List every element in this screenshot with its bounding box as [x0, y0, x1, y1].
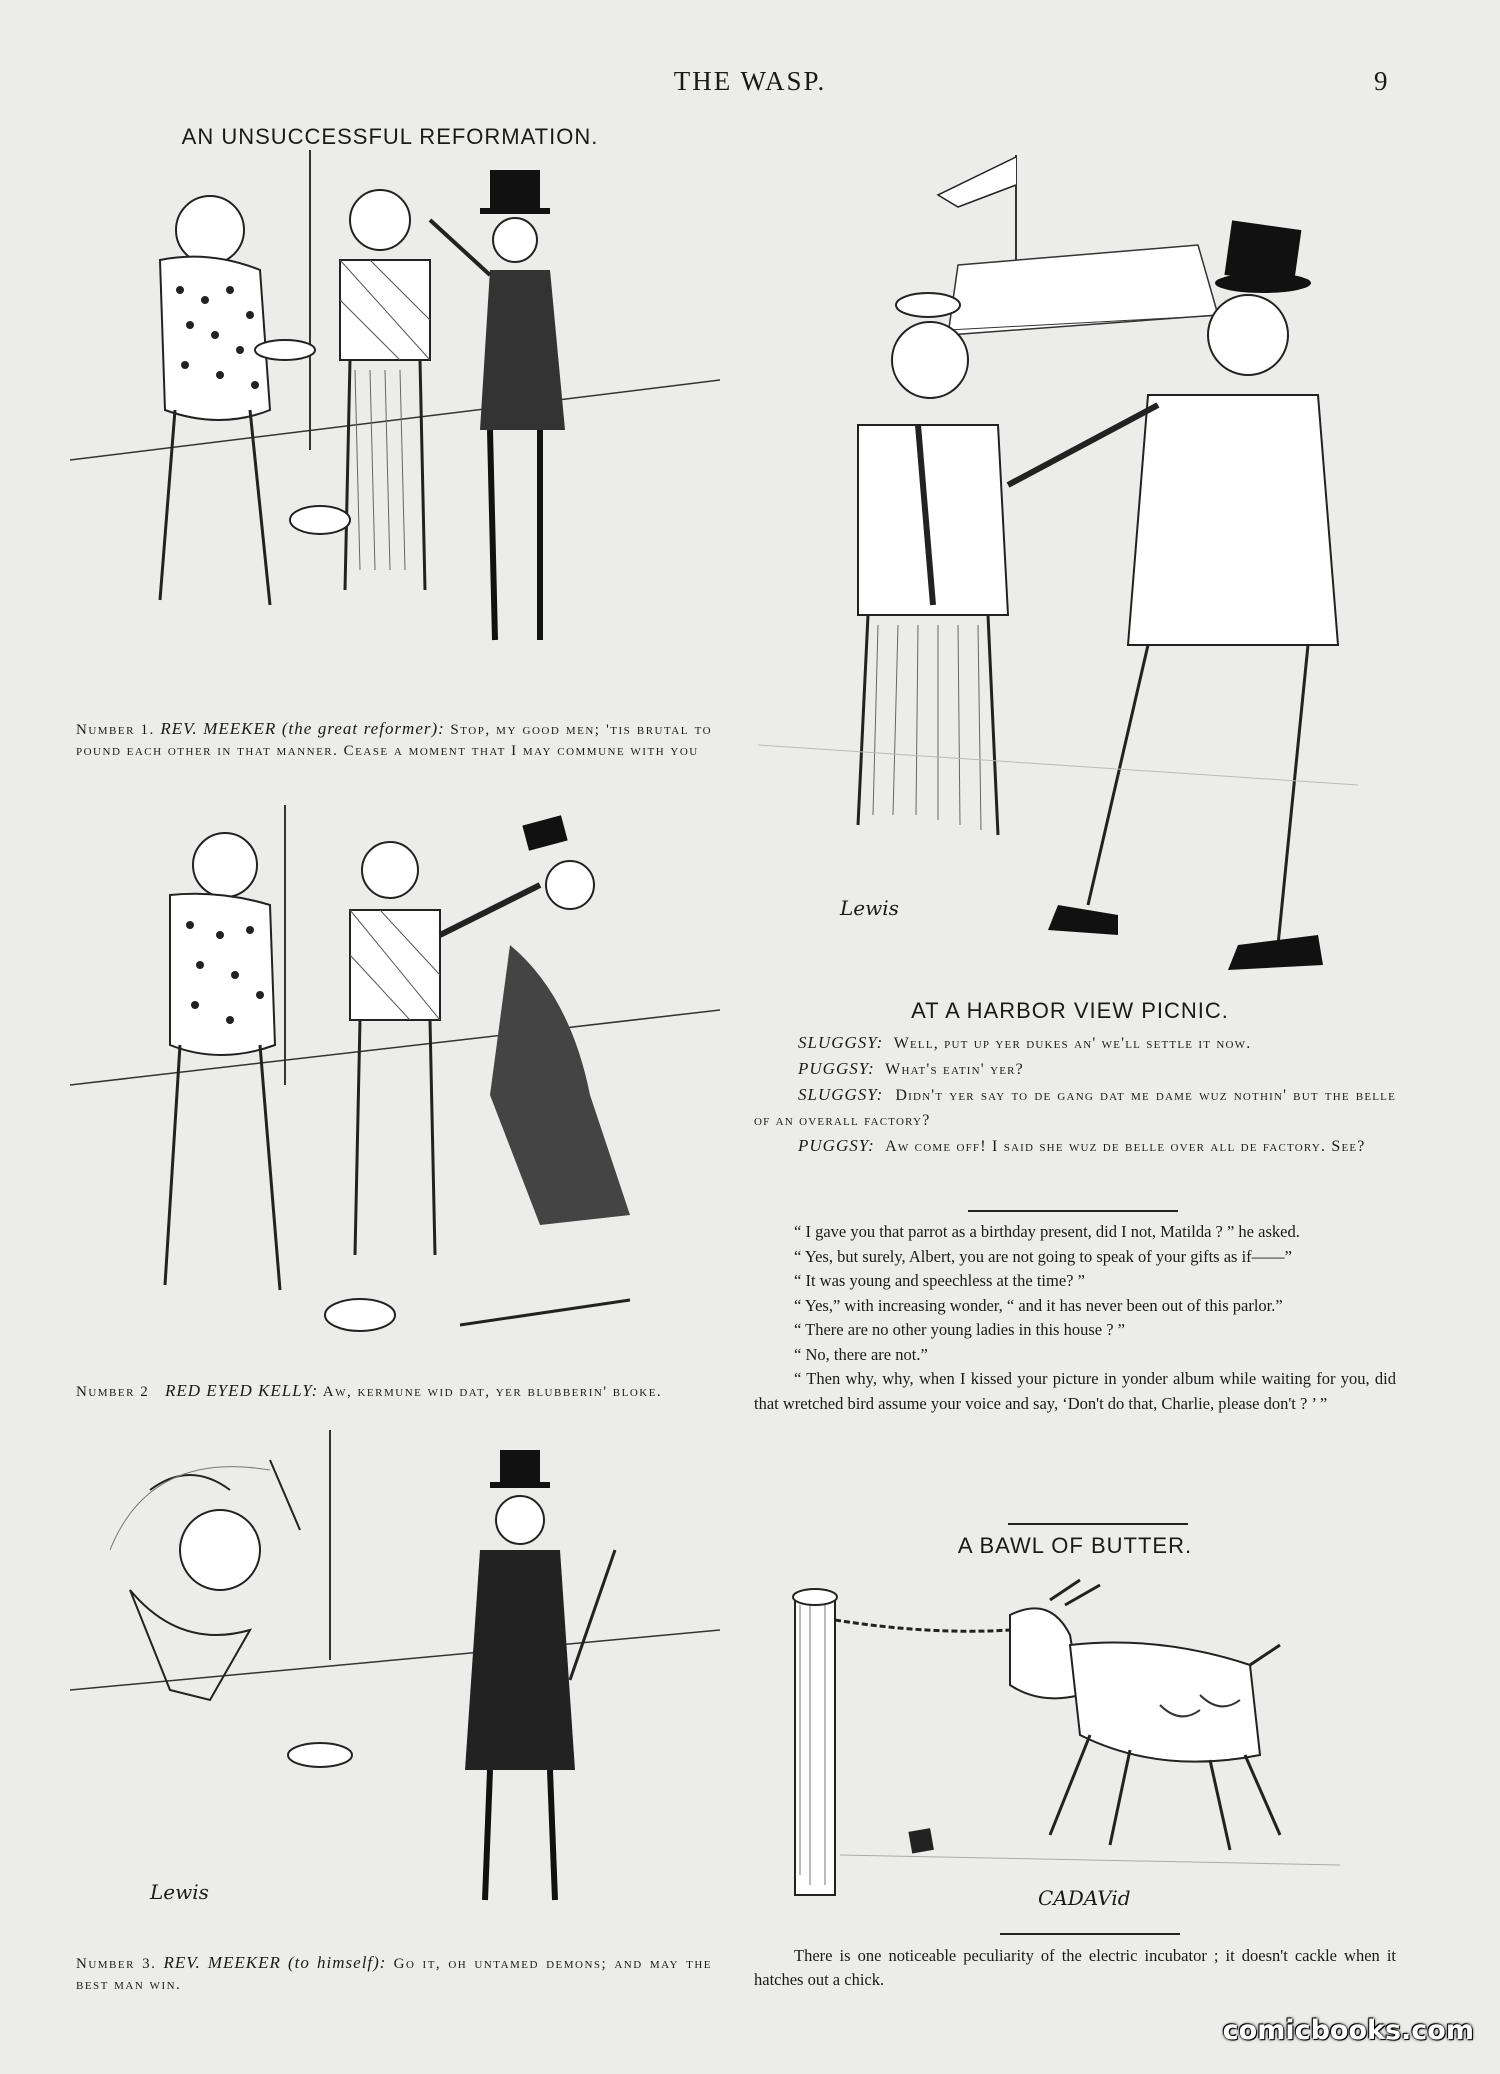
story-paragraph: “ There are no other young ladies in this house ? ”	[794, 1320, 1125, 1339]
dialogue-speaker: SLUGGSY:	[798, 1085, 884, 1104]
dialogue-speaker: PUGGSY:	[798, 1059, 875, 1078]
panel-3-caption	[76, 1952, 712, 1996]
panel-1-text: Stop, my good men; 'tis brutal to pound each other in that manner. Cease a moment that I may commune with you	[76, 722, 713, 759]
panel-2-number: Number 2	[76, 1384, 150, 1400]
goat-illustration	[780, 1575, 1360, 1905]
dialogue-speaker: PUGGSY:	[798, 1136, 875, 1155]
panel-2-illustration	[70, 795, 720, 1385]
dialogue-line	[754, 1133, 1396, 1159]
dialogue-text: Aw come off! I said she wuz de belle over all de factory. See?	[885, 1138, 1366, 1155]
magazine-title: THE WASP.	[673, 66, 827, 96]
panel-2-caption	[76, 1380, 712, 1403]
panel-3-signature: Lewis	[150, 1880, 209, 1904]
story-paragraph: “ No, there are not.”	[794, 1344, 928, 1364]
section-divider	[1000, 1933, 1180, 1935]
picnic-signature: Lewis	[840, 896, 899, 920]
dialogue-text: Well, put up yer dukes an' we'll settle it now.	[893, 1035, 1252, 1052]
panel-1-caption	[76, 718, 712, 762]
picnic-illustration	[758, 145, 1358, 985]
dialogue-line	[754, 1056, 1396, 1082]
butter-title: A BAWL OF BUTTER.	[957, 1533, 1193, 1558]
panel-1-speaker: REV. MEEKER	[160, 719, 277, 738]
incubator-joke: There is one noticeable peculiarity of the electric incubator ; it doesn't cackle when it hatches out a chick.	[754, 1946, 1396, 1989]
panel-1-number: Number 1.	[76, 722, 155, 738]
story-paragraph: “ Yes, but surely, Albert, you are not going to speak of your gifts as if——”	[794, 1246, 1292, 1266]
story-paragraph: “ Then why, why, when I kissed your picture in yonder album while waiting for you, did that wretched bird assume your voice and say, ‘Don't do that, Charlie, please don't ? ’ ”	[754, 1369, 1396, 1413]
comic-title: AN UNSUCCESSFUL REFORMATION.	[181, 124, 599, 149]
section-divider	[968, 1210, 1178, 1212]
story-paragraph: “ Yes,” with increasing wonder, “ and it has never been out of this parlor.”	[794, 1295, 1283, 1315]
section-divider	[1008, 1523, 1188, 1525]
panel-3-speaker: REV. MEEKER	[163, 1953, 281, 1972]
page-number: 9	[1374, 66, 1388, 96]
panel-3-speaker-note: (to himself):	[288, 1953, 387, 1972]
dialogue-line	[754, 1030, 1396, 1056]
panel-1-illustration	[70, 150, 720, 710]
dialogue-speaker: SLUGGSY:	[798, 1033, 884, 1052]
goat-signature: CADAVid	[1038, 1886, 1131, 1910]
story-paragraph: “ It was young and speechless at the time? ”	[794, 1271, 1085, 1290]
dialogue-line	[754, 1082, 1396, 1133]
panel-3-illustration	[70, 1430, 720, 1950]
panel-1-speaker-note: (the great reformer):	[281, 719, 445, 738]
picnic-title: AT A HARBOR VIEW PICNIC.	[911, 998, 1229, 1023]
panel-3-number: Number 3.	[76, 1956, 157, 1972]
picnic-dialogue	[754, 1030, 1396, 1159]
watermark: comicbooks.com	[1222, 2015, 1474, 2046]
panel-2-text: Aw, kermune wid dat, yer blubberin' bloke.	[322, 1384, 663, 1400]
story-paragraph: “ I gave you that parrot as a birthday present, did I not, Matilda ? ” he asked.	[794, 1222, 1300, 1241]
dialogue-text: Didn't yer say to de gang dat me dame wuz nothin' but the belle of an overall factory?	[754, 1087, 1396, 1129]
panel-3-text: Go it, oh untamed demons; and may the best man win.	[76, 1956, 713, 1993]
panel-2-speaker: RED EYED KELLY:	[164, 1381, 319, 1400]
parrot-story	[754, 1220, 1396, 1416]
dialogue-text: What's eatin' yer?	[885, 1061, 1024, 1078]
